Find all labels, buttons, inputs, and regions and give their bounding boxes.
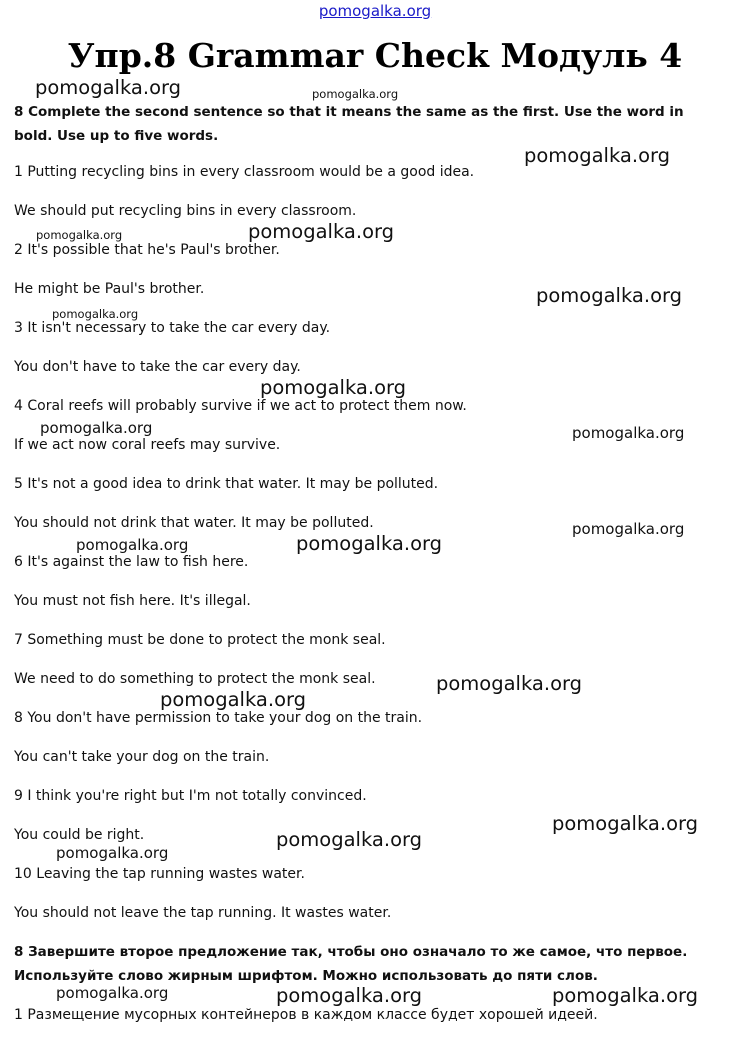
watermark: pomogalka.org xyxy=(296,532,443,555)
watermark: pomogalka.org xyxy=(160,688,307,711)
watermark: pomogalka.org xyxy=(572,520,685,538)
watermark: pomogalka.org xyxy=(552,812,699,835)
sentence-8-original: 8 You don't have permission to take your dog on the train. xyxy=(14,710,423,726)
sentence-3-original: 3 It isn't necessary to take the car every day. xyxy=(14,320,331,336)
sentence-10-answer: You should not leave the tap running. It wastes water. xyxy=(14,905,392,921)
watermark: pomogalka.org xyxy=(276,984,423,1007)
watermark: pomogalka.org xyxy=(536,284,683,307)
watermark: pomogalka.org xyxy=(76,536,189,554)
watermark: pomogalka.org xyxy=(56,984,169,1002)
watermark: pomogalka.org xyxy=(552,984,699,1007)
sentence-2-answer: He might be Paul's brother. xyxy=(14,281,205,297)
watermark: pomogalka.org xyxy=(436,672,583,695)
sentence-1-answer: We should put recycling bins in every classroom. xyxy=(14,203,357,219)
sentence-5-original: 5 It's not a good idea to drink that water. It may be polluted. xyxy=(14,476,439,492)
watermark: pomogalka.org xyxy=(56,844,169,862)
sentence-1-original: 1 Putting recycling bins in every classroom would be a good idea. xyxy=(14,164,475,180)
watermark: pomogalka.org xyxy=(52,307,139,321)
sentence-5-answer: You should not drink that water. It may be polluted. xyxy=(14,515,374,531)
instruction-russian-line-1: 8 Завершите второе предложение так, чтобы оно означало то же самое, что первое. xyxy=(14,944,688,960)
page-title: Упр.8 Grammar Check Модуль 4 xyxy=(67,36,683,75)
sentence-8-answer: You can't take your dog on the train. xyxy=(14,749,270,765)
russian-sentence-1: 1 Размещение мусорных контейнеров в каждом классе будет хорошей идеей. xyxy=(14,1007,598,1023)
watermark: pomogalka.org xyxy=(312,87,399,101)
sentence-3-answer: You don't have to take the car every day. xyxy=(14,359,301,375)
watermark: pomogalka.org xyxy=(572,424,685,442)
sentence-7-answer: We need to do something to protect the monk seal. xyxy=(14,671,376,687)
instruction-russian-line-2: Используйте слово жирным шрифтом. Можно использовать до пяти слов. xyxy=(14,968,598,984)
sentence-4-original: 4 Coral reefs will probably survive if we act to protect them now. xyxy=(14,398,467,414)
sentence-6-original: 6 It's against the law to fish here. xyxy=(14,554,249,570)
sentence-6-answer: You must not fish here. It's illegal. xyxy=(14,593,251,609)
watermark: pomogalka.org xyxy=(524,144,671,167)
top-site-link[interactable]: pomogalka.org xyxy=(318,2,432,20)
sentence-2-original: 2 It's possible that he's Paul's brother. xyxy=(14,242,280,258)
watermark: pomogalka.org xyxy=(248,220,395,243)
sentence-4-answer: If we act now coral reefs may survive. xyxy=(14,437,281,453)
watermark: pomogalka.org xyxy=(260,376,407,399)
watermark: pomogalka.org xyxy=(276,828,423,851)
sentence-9-answer: You could be right. xyxy=(14,827,145,843)
sentence-7-original: 7 Something must be done to protect the monk seal. xyxy=(14,632,386,648)
sentence-9-original: 9 I think you're right but I'm not totally convinced. xyxy=(14,788,367,804)
sentence-10-original: 10 Leaving the tap running wastes water. xyxy=(14,866,305,882)
watermark: pomogalka.org xyxy=(36,228,123,242)
instruction-english: 8 Complete the second sentence so that it means the same as the first. Use the word in bold. Use up to five words. xyxy=(14,104,684,144)
watermark: pomogalka.org xyxy=(40,419,153,437)
watermark: pomogalka.org xyxy=(35,76,182,99)
